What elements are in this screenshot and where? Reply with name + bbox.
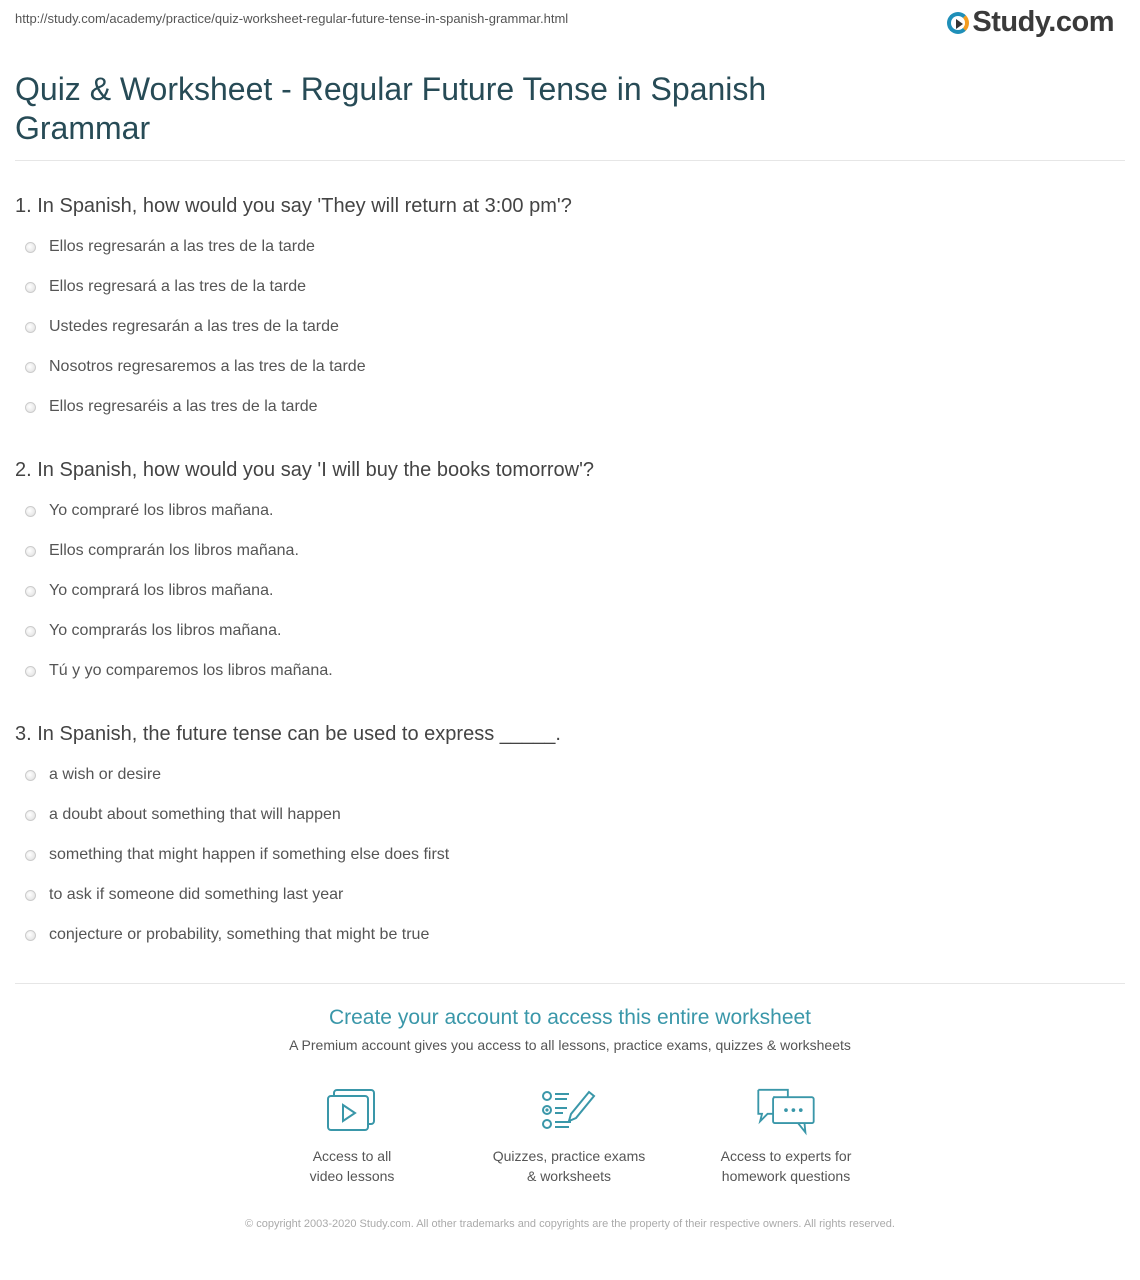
- radio-button[interactable]: [25, 362, 36, 373]
- answer-option[interactable]: [15, 491, 1115, 531]
- answer-option[interactable]: [15, 755, 1115, 795]
- answer-option[interactable]: [15, 227, 1115, 267]
- answer-option[interactable]: [15, 307, 1115, 347]
- radio-button[interactable]: [25, 626, 36, 637]
- radio-button[interactable]: [25, 402, 36, 413]
- divider: [15, 160, 1125, 161]
- feature-video-lessons: [252, 1088, 452, 1186]
- radio-button[interactable]: [25, 586, 36, 597]
- radio-button[interactable]: [25, 850, 36, 861]
- radio-button[interactable]: [25, 930, 36, 941]
- feature-quizzes: [469, 1088, 669, 1186]
- question-2: [15, 455, 1115, 691]
- answer-option[interactable]: [15, 835, 1115, 875]
- question-text: 1. In Spanish, how would you say 'They will return at 3:00 pm'?: [15, 195, 572, 217]
- answer-option[interactable]: [15, 651, 1115, 691]
- option-label: to ask if someone did something last year: [49, 886, 344, 903]
- radio-button[interactable]: [25, 242, 36, 253]
- option-label: Nosotros regresaremos a las tres de la tarde: [49, 358, 366, 375]
- radio-button[interactable]: [25, 546, 36, 557]
- option-label: Ellos regresará a las tres de la tarde: [49, 278, 307, 295]
- cta-title[interactable]: Create your account to access this entire worksheet: [328, 1006, 812, 1029]
- option-label: a doubt about something that will happen: [49, 806, 341, 823]
- answer-option[interactable]: [15, 915, 1115, 955]
- radio-button[interactable]: [25, 810, 36, 821]
- feature-experts: [686, 1088, 886, 1186]
- answer-option[interactable]: [15, 611, 1115, 651]
- feature-label: homework questions: [721, 1168, 851, 1184]
- divider: [15, 983, 1125, 984]
- feature-label: video lessons: [309, 1168, 395, 1184]
- answer-option[interactable]: [15, 531, 1115, 571]
- study-logo[interactable]: [947, 6, 1114, 39]
- feature-label: Quizzes, practice exams: [492, 1148, 646, 1164]
- option-label: something that might happen if something else does first: [49, 846, 450, 863]
- answer-option[interactable]: [15, 267, 1115, 307]
- radio-button[interactable]: [25, 666, 36, 677]
- page-url: http://study.com/academy/practice/quiz-worksheet-regular-future-tense-in-spanish-grammar.html: [15, 11, 569, 26]
- option-label: Yo comprarás los libros mañana.: [49, 622, 282, 639]
- feature-label: & worksheets: [526, 1168, 612, 1184]
- copyright: © copyright 2003-2020 Study.com. All other trademarks and copyrights are the property of their respective owners. All rights reserved.: [245, 1218, 895, 1230]
- quiz-icon: [541, 1088, 597, 1136]
- video-icon: [326, 1088, 378, 1136]
- radio-button[interactable]: [25, 282, 36, 293]
- question-1: [15, 191, 1115, 427]
- radio-button[interactable]: [25, 506, 36, 517]
- answer-option[interactable]: [15, 795, 1115, 835]
- option-label: Ellos regresarán a las tres de la tarde: [49, 238, 315, 255]
- option-label: a wish or desire: [49, 766, 162, 783]
- logo-play-icon: [947, 12, 969, 34]
- question-3: [15, 719, 1115, 955]
- option-label: Ellos regresaréis a las tres de la tarde: [49, 398, 318, 415]
- feature-label: Access to experts for: [720, 1148, 852, 1164]
- option-label: Tú y yo comparemos los libros mañana.: [49, 662, 333, 679]
- question-text: 2. In Spanish, how would you say 'I will buy the books tomorrow'?: [15, 459, 595, 481]
- option-label: Ellos comprarán los libros mañana.: [49, 542, 299, 559]
- answer-option[interactable]: [15, 347, 1115, 387]
- feature-label: Access to all: [312, 1148, 392, 1164]
- option-label: Yo comprará los libros mañana.: [49, 582, 274, 599]
- cta-subtitle: A Premium account gives you access to all lessons, practice exams, quizzes & worksheets: [289, 1037, 851, 1053]
- answer-option[interactable]: [15, 875, 1115, 915]
- answer-option[interactable]: [15, 571, 1115, 611]
- question-text: 3. In Spanish, the future tense can be used to express _____.: [15, 723, 561, 745]
- radio-button[interactable]: [25, 890, 36, 901]
- radio-button[interactable]: [25, 322, 36, 333]
- chat-icon: [754, 1088, 818, 1136]
- answer-option[interactable]: [15, 387, 1115, 427]
- option-label: Ustedes regresarán a las tres de la tarde: [49, 318, 339, 335]
- logo-text: Study.com: [972, 6, 1114, 38]
- option-label: conjecture or probability, something that might be true: [49, 926, 430, 943]
- page-title: Quiz & Worksheet - Regular Future Tense in Spanish Grammar: [15, 71, 767, 146]
- option-label: Yo compraré los libros mañana.: [49, 502, 274, 519]
- radio-button[interactable]: [25, 770, 36, 781]
